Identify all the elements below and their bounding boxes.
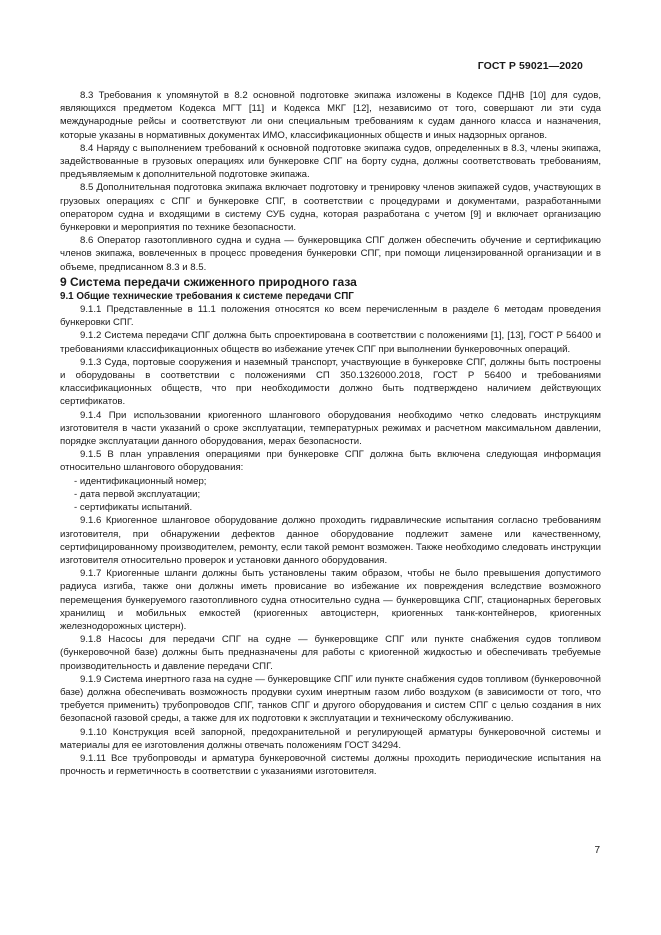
paragraph-9-1-1: 9.1.1 Представленные в 11.1 положения относятся ко всем перечисленным в разделе 6 методам проведения бункеровки СПГ. — [60, 304, 601, 329]
document-body — [60, 89, 601, 778]
document-code: ГОСТ Р 59021—2020 — [477, 60, 583, 72]
paragraph-9-1-7: 9.1.7 Криогенные шланги должны быть установлены таким образом, чтобы не было превышения допустимого радиуса изгиба, также они должны иметь провисание во избежание их повреждения вследствие возможного перемещения бункеруемого газотопливного судна относительно судна — бункеровщика СПГ, стационарных береговых хранилищ и мобильных емкостей (криогенных автоцистерн, криогенных танк-контейнеров, криогенных железнодорожных цистерн). — [60, 568, 601, 632]
list-item: - идентификационный номер; — [74, 475, 207, 487]
paragraph-9-1-2: 9.1.2 Система передачи СПГ должна быть спроектирована в соответствии с положениями [1], [13], ГОСТ Р 56400 и требованиями классификационных обществ во избежание утечек СПГ при выполнении бункеровочных операций. — [60, 330, 601, 355]
subsection-title: 9.1 Общие технические требования к системе передачи СПГ — [60, 290, 354, 302]
paragraph-9-1-4: 9.1.4 При использовании криогенного шлангового оборудования необходимо четко следовать инструкциям изготовителя в части указаний о сроке эксплуатации, температурных режимах и расчетном максимальном давлении, порядке эксплуатации данного оборудования, мерах безопасности. — [60, 409, 601, 448]
paragraph-9-1-6: 9.1.6 Криогенное шланговое оборудование должно проходить гидравлические испытания согласно требованиям изготовителя, при обнаружении дефектов данное оборудование подлежит замене или качественному, сертифицированному производителем, ремонту, если такой ремонт возможен. Также необходимо следовать инструкции изготовителя относительно проверок и установки данного оборудования. — [60, 515, 601, 566]
paragraph-8-6: 8.6 Оператор газотопливного судна и судна — бункеровщика СПГ должен обеспечить обучение и сертификацию членов экипажа, вовлеченных в процесс проведения бункеровки СПГ, при помощи лицензированной организации и в объеме, предписанном 8.3 и 8.5. — [60, 235, 601, 273]
paragraph-9-1-9: 9.1.9 Система инертного газа на судне — бункеровщике СПГ или пункте снабжения судов топливом (бункеровочной базе) должна обеспечивать возможность продувки сухим инертным газом либо воздухом (в зависимости от того, что требуется применить) трубопроводов СПГ, танков СПГ и другого оборудования и систем СПГ с целью создания в них безопасной газовой среды, а также для их подготовки к эксплуатации и техническому обслуживанию. — [60, 673, 601, 725]
paragraph-8-5: 8.5 Дополнительная подготовка экипажа включает подготовку и тренировку членов экипажей судов, участвующих в грузовых операциях с СПГ и бункеровке СПГ, в соответствии с процедурами и документами, разработанными оператором судна и входящими в систему СУБ судна, которая разработана с учетом [9] и включает организацию бункеровки и мероприятия по технике безопасности. — [60, 182, 601, 234]
paragraph-8-3: 8.3 Требования к упомянутой в 8.2 основной подготовке экипажа изложены в Кодексе ПДНВ [10] для судов, являющихся предметом Кодекса МГТ [11] и Кодекса МКГ [12], независимо от того, совершают ли эти суда международные рейсы и соответствуют ли они специальным требованиям к судам данного класса и назначения, которые указаны в нормативных документах ИМО, классификационных обществ и иных надзорных органов. — [60, 90, 601, 141]
paragraph-9-1-3: 9.1.3 Суда, портовые сооружения и наземный транспорт, участвующие в бункеровке СПГ, должны быть построены и оборудованы в соответствии с положениями СП 350.1326000.2018, ГОСТ Р 56400 и требованиями классификационных обществ, что при необходимости должно быть подтверждено наличием действующих сертификатов. — [60, 356, 601, 408]
paragraph-8-4: 8.4 Наряду с выполнением требований к основной подготовке экипажа судов, определенных в 8.3, члены экипажа, задействованные в грузовых операциях или бункеровке СПГ на борту судна, должны соответствовать требованиям, предъявляемым к дополнительной подготовке экипажа. — [60, 142, 601, 181]
paragraph-9-1-5: 9.1.5 В план управления операциями при бункеровке СПГ должна быть включена следующая информация относительно шлангового оборудования: — [60, 449, 601, 474]
paragraph-9-1-8: 9.1.8 Насосы для передачи СПГ на судне — бункеровщике СПГ или пункте снабжения судов топливом (бункеровочной базе) должны быть предназначены для работы с криогенной жидкостью и обеспечивать требуемые производительность и давление передачи СПГ. — [60, 634, 601, 672]
page-number: 7 — [594, 845, 600, 856]
list-item: - дата первой эксплуатации; — [74, 488, 201, 500]
paragraph-9-1-11: 9.1.11 Все трубопроводы и арматура бункеровочной системы должны проходить периодические испытания на прочность и герметичность в соответствии с указаниями изготовителя. — [60, 752, 601, 778]
list-item: - сертификаты испытаний. — [74, 502, 193, 514]
section-title: 9 Система передачи сжиженного природного газа — [60, 274, 357, 289]
paragraph-9-1-10: 9.1.10 Конструкция всей запорной, предохранительной и регулирующей арматуры бункеровочной системы и материалы для ее изготовления должны отвечать положениям ГОСТ 34294. — [60, 726, 601, 751]
